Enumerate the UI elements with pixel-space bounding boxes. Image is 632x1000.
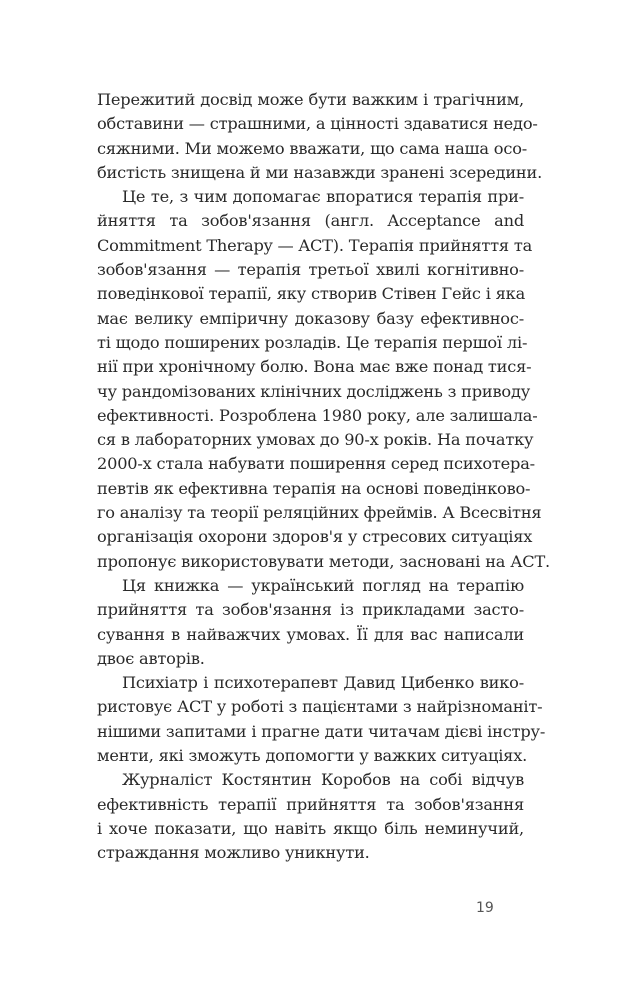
text-line: пропонує використовувати методи, засновані на АСТ.: [97, 551, 550, 571]
text-line: страждання можливо уникнути.: [97, 843, 370, 863]
text-line: Це те, з чим допомагає впоратися терапія при-: [122, 187, 524, 207]
text-line: ристовує АСТ у роботі з пацієнтами з найрізноманіт-: [97, 697, 543, 717]
text-line: йняття та зобов'язання (англ. Acceptance and: [97, 211, 524, 231]
text-line: зобов'язання — терапія третьої хвилі когнітивно-: [97, 260, 524, 280]
text-line: поведінкової терапії, яку створив Стівен Гейс і яка: [97, 284, 526, 304]
text-line: ті щодо поширених розладів. Це терапія першої лі-: [97, 332, 528, 352]
text-line: Ця книжка — український погляд на терапію: [122, 575, 524, 595]
text-line: менти, які зможуть допомогти у важких ситуаціях.: [97, 746, 528, 766]
text-line: і хоче показати, що навіть якщо біль неминучий,: [97, 818, 524, 838]
page-number: 19: [476, 900, 494, 916]
body-text: [97, 88, 550, 866]
paragraph: [97, 574, 524, 671]
text-line: прийняття та зобов'язання із прикладами засто-: [97, 600, 524, 620]
text-line: чу рандомізованих клінічних досліджень з приводу: [97, 381, 531, 401]
text-line: Журналіст Костянтин Коробов на собі відчув: [122, 770, 524, 790]
text-line: сування в найважчих умовах. Її для вас написали: [97, 624, 524, 644]
text-line: має велику емпіричну доказову базу ефективнос-: [97, 308, 524, 328]
paragraph: [97, 768, 524, 865]
text-line: певтів як ефективна терапія на основі поведінково-: [97, 478, 531, 498]
text-line: нішими запитами і прагне дати читачам дієві інстру-: [97, 721, 546, 741]
text-line: ефективності. Розроблена 1980 року, але залишала-: [97, 405, 538, 425]
text-line: 2000-х стала набувати поширення серед психотера-: [97, 454, 535, 474]
paragraph: [97, 185, 550, 574]
text-line: бистість знищена й ми назавжди зранені зсередини.: [97, 162, 543, 182]
text-line: сяжними. Ми можемо вважати, що сама наша осо-: [97, 138, 528, 158]
text-line: обставини — страшними, а цінності здаватися недо-: [97, 114, 538, 134]
paragraph: [97, 88, 543, 185]
text-line: організація охорони здоров'я у стресових ситуаціях: [97, 527, 533, 547]
paragraph: [97, 671, 546, 768]
text-line: ефективність терапії прийняття та зобов'язання: [97, 794, 524, 814]
text-line: нії при хронічному болю. Вона має вже понад тися-: [97, 357, 532, 377]
text-line: Commitment Therapy — ACT). Терапія прийняття та: [97, 235, 533, 255]
text-line: го аналізу та теорії реляційних фреймів. А Всесвітня: [97, 503, 542, 523]
text-line: двоє авторів.: [97, 648, 205, 668]
text-line: Психіатр і психотерапевт Давид Цибенко вико-: [122, 673, 524, 693]
text-line: Пережитий досвід може бути важким і трагічним,: [97, 90, 524, 109]
text-line: ся в лабораторних умовах до 90-х років. На початку: [97, 430, 534, 450]
